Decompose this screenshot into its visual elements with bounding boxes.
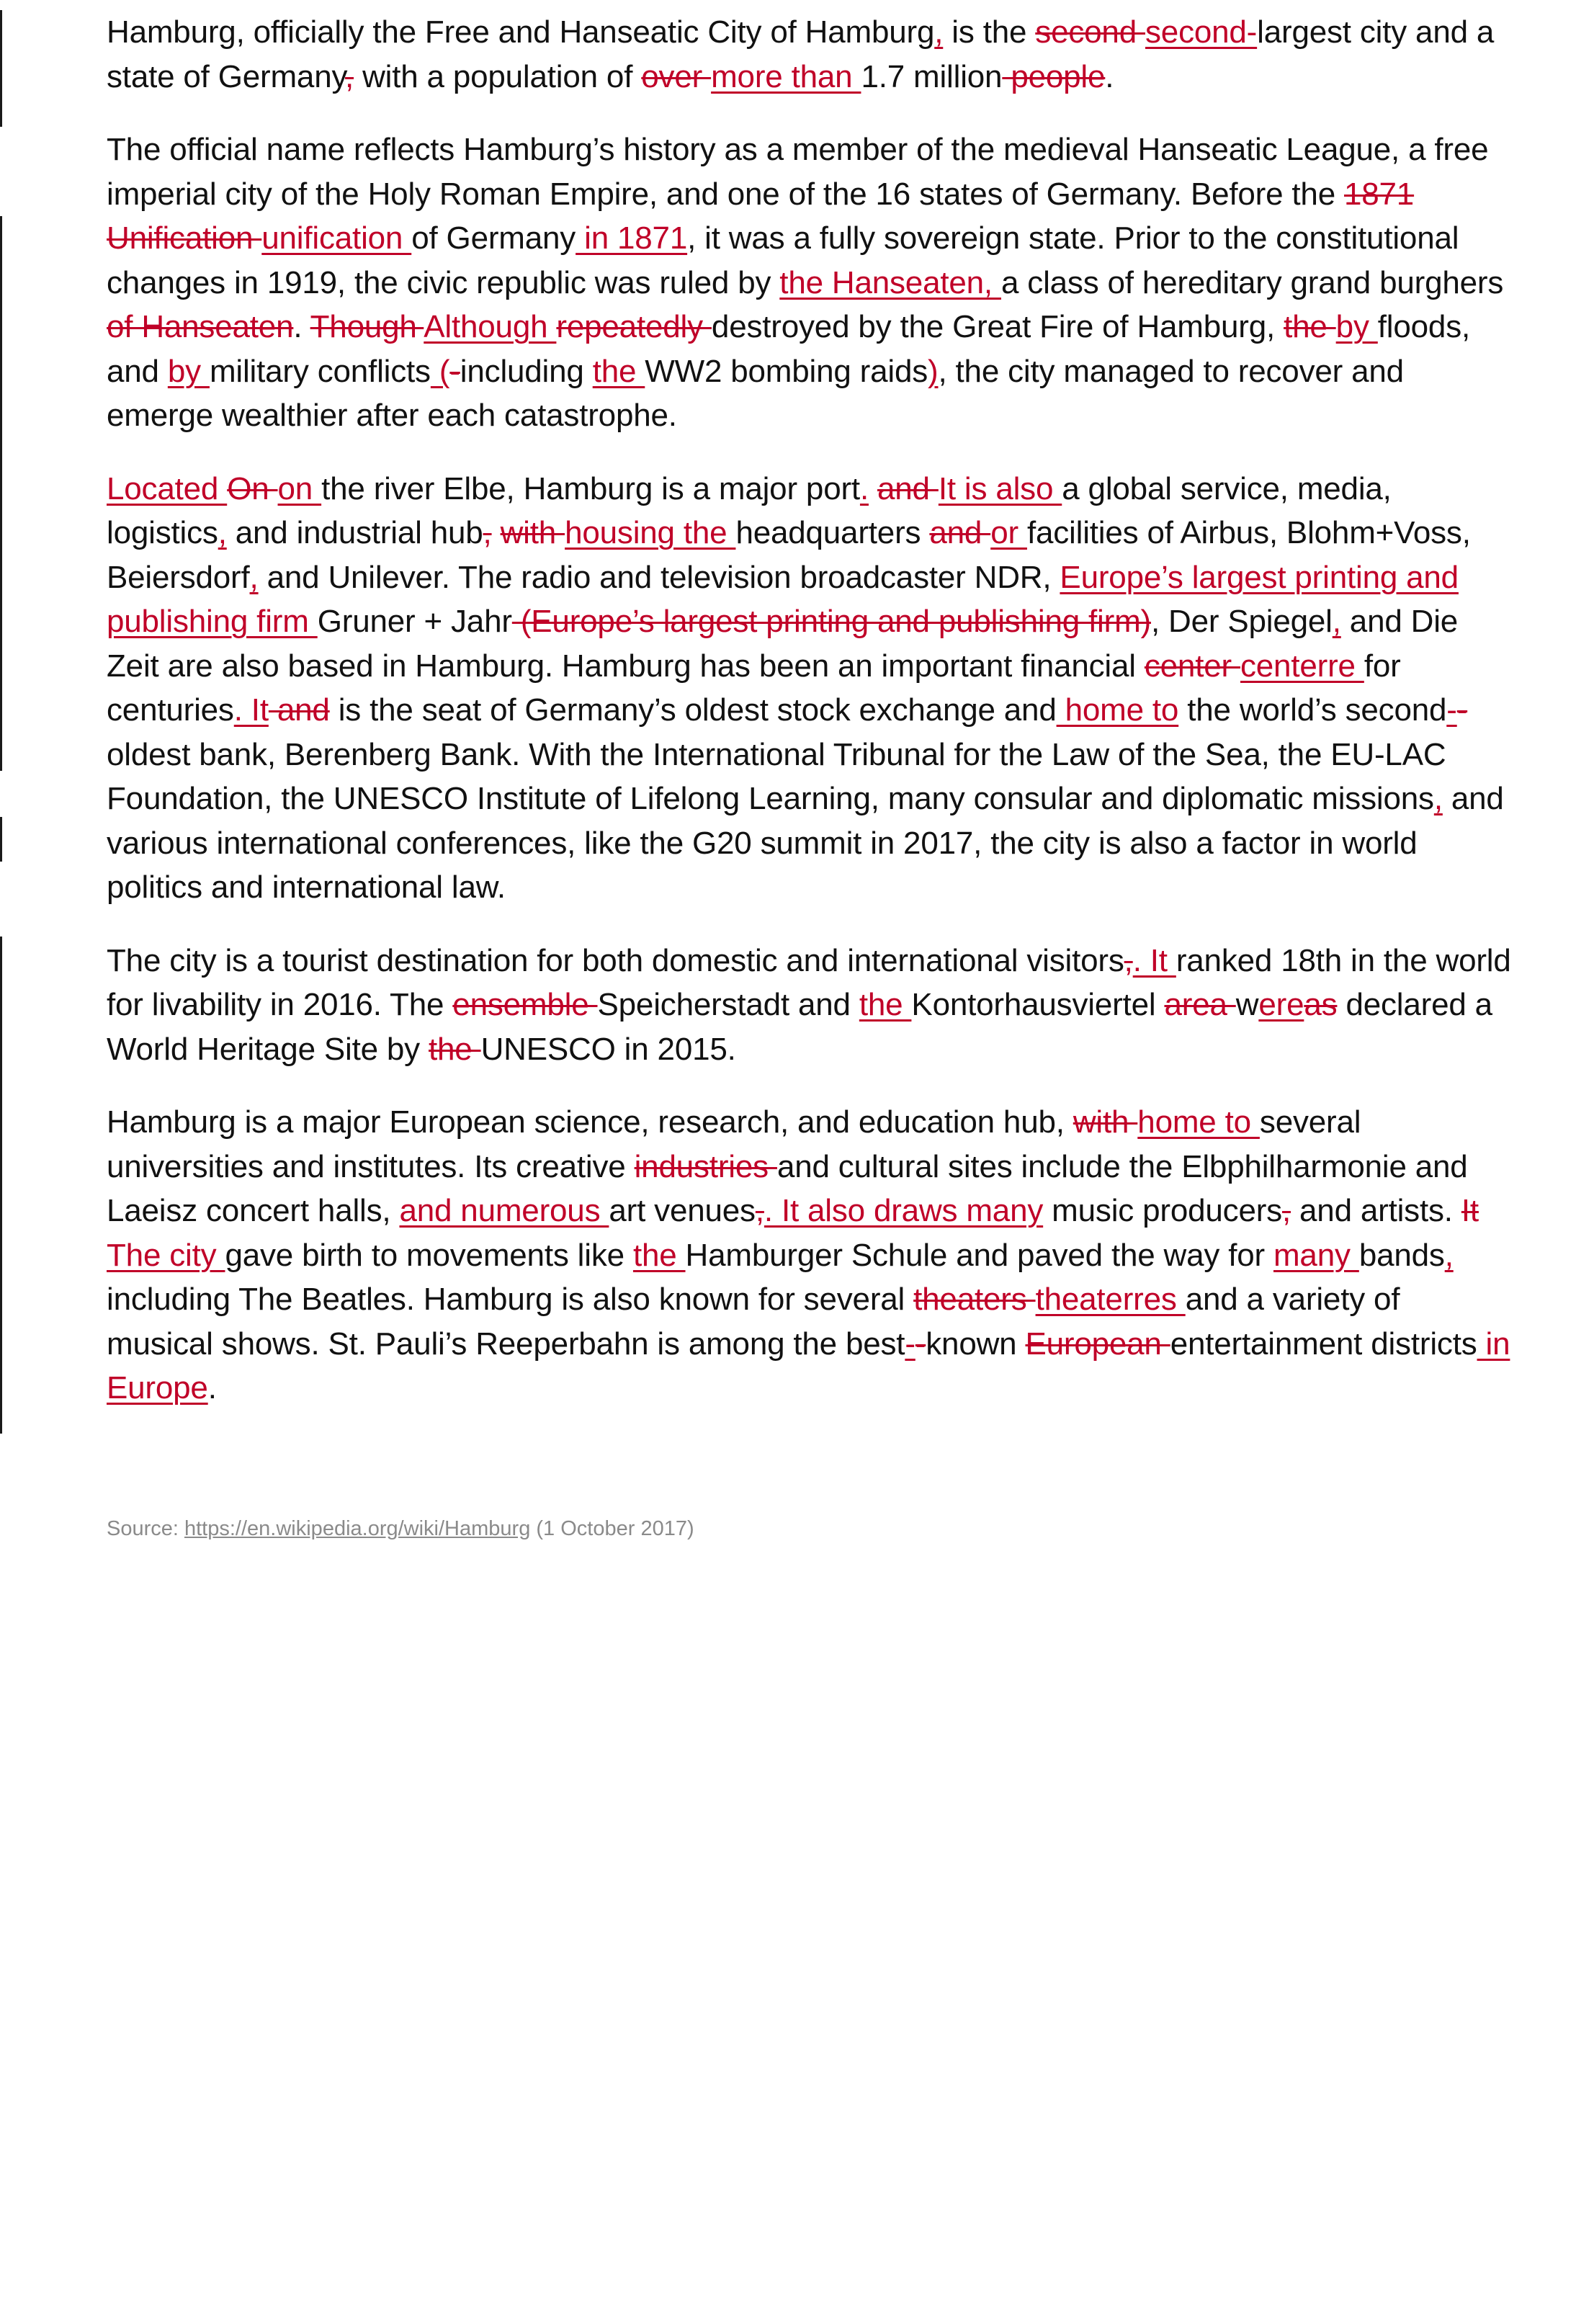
source-label: Source: [107,1517,184,1540]
body-text: the world’s second [1178,692,1447,728]
body-text: music producers [1043,1193,1282,1228]
body-text: destroyed by the Great Fire of Hamburg, [711,309,1284,344]
body-text: and a variety of musical shows. St. Pauli’s Reeperbahn is among the best [107,1282,1400,1362]
inserted-text: many [1273,1237,1359,1273]
inserted-text: It is also [938,470,1062,506]
inserted-text: , [218,515,227,550]
body-text: UNESCO in 2015. [480,1031,736,1067]
deleted-text: second [1035,14,1145,50]
source-date: (1 October 2017) [530,1517,694,1540]
inserted-text: home to [1056,692,1179,728]
deleted-text: - [1456,692,1468,728]
body-text: largest city and a state of Germany [107,14,1495,94]
deleted-text: and [929,515,991,550]
body-text: . [293,309,310,344]
body-text: a class of hereditary grand burghers [1000,264,1504,300]
deleted-text: , [1281,1193,1291,1228]
inserted-text: home to [1137,1104,1260,1140]
inserted-text: . It also draws many [764,1193,1044,1228]
deleted-text: center [1144,648,1240,684]
deleted-text: (Europe’s largest printing and publishing firm) [511,604,1151,639]
inserted-text: the Hanseaten, [779,264,1001,300]
body-text: and various international conferences, like the G20 summit in 2017, the city is also a factor in world politics and international law. [107,781,1504,905]
body-text: the river Elbe, Hamburg is a major port [321,470,860,506]
inserted-text: ( [430,353,450,389]
deleted-text: with [1073,1104,1138,1140]
deleted-text: , [1124,942,1133,978]
body-text: Gruner + Jahr [317,604,512,639]
paragraph-2 [107,128,1511,438]
inserted-text: Although [424,309,557,344]
deleted-text: Though [310,309,424,344]
deleted-text: It [1461,1193,1479,1228]
deleted-text: On [227,470,278,506]
paragraph-1 [107,10,1511,99]
inserted-text: by [167,353,210,389]
inserted-text: , [1332,604,1341,639]
inserted-text: in Europe [107,1326,1510,1405]
body-text: is the [943,14,1036,50]
deleted-text: - [915,1326,926,1362]
change-bar [0,817,2,862]
body-text: a global service, media, logistics [107,470,1392,550]
body-text: w [1235,987,1259,1022]
body-text [869,471,877,506]
body-text [492,515,501,550]
body-text: Hamburg is a major European science, research, and education hub, [107,1104,1073,1140]
body-text: and Unilever. The radio and television broadcaster NDR, [258,559,1060,595]
body-text: military conflicts [209,353,431,389]
source-citation [107,1517,694,1541]
body-text: The city is a tourist destination for both domestic and international visitors [107,942,1124,978]
body-text: and Die Zeit are also based in Hamburg. Hamburg has been an important financial [107,604,1459,684]
body-text: and artists. [1291,1193,1461,1228]
inserted-text: theaterres [1035,1282,1186,1317]
inserted-text: centerre [1240,648,1364,684]
inserted-text: second- [1145,14,1258,50]
inserted-text: ) [928,353,939,389]
body-text: , the city managed to recover and emerge wealthier after each catastrophe. [107,353,1404,433]
inserted-text: . It [233,692,269,728]
inserted-text: , [249,559,259,595]
inserted-text: or [990,515,1027,550]
inserted-text: , [934,14,944,50]
body-text: including The Beatles. Hamburg is also known for several [107,1282,914,1317]
body-text: including [460,353,593,389]
inserted-text: - [1446,692,1457,728]
deleted-text: the [429,1031,481,1067]
change-bar [0,937,2,1434]
body-text: of Germany [411,220,576,256]
body-text: declared a World Heritage Site by [107,987,1492,1067]
body-text: . [1105,58,1114,94]
inserted-text: , [1433,781,1443,816]
body-text: ranked 18th in the world for livability in 2016. The [107,942,1511,1022]
body-text: entertainment districts [1170,1326,1477,1362]
paragraph-5 [107,1100,1511,1411]
body-text: , Der Spiegel [1150,604,1333,639]
deleted-text: theaters [913,1282,1036,1317]
deleted-text: 1871 Unification [107,176,1415,256]
inserted-text: by [1335,309,1378,344]
inserted-text: housing the [565,515,736,550]
deleted-text: over [641,58,712,94]
body-text: art venues [609,1193,756,1228]
deleted-text: people [1002,58,1106,94]
inserted-text: The city [107,1237,225,1273]
deleted-text: and [268,692,330,728]
deleted-text: as [1304,987,1338,1022]
body-text: for centuries [107,648,1401,728]
body-text: 1.7 million [861,58,1003,94]
deleted-text: , [755,1193,764,1228]
body-text: with a population of [354,58,642,94]
inserted-text: the [859,987,912,1022]
paragraph-3 [107,467,1511,910]
deleted-text: area [1164,987,1236,1022]
body-text: headquarters [735,515,930,550]
body-text: Hamburger Schule and paved the way for [685,1237,1273,1273]
inserted-text: and numerous [399,1193,609,1228]
inserted-text: the [592,353,645,389]
body-text: and industrial hub [226,515,483,550]
inserted-text: . [859,470,869,506]
paragraph-4 [107,939,1511,1072]
inserted-text: unification [261,220,412,256]
inserted-text: , [1444,1237,1454,1273]
body-text: , it was a fully sovereign state. Prior to the constitutional changes in 1919, the civic republic was ruled by [107,220,1459,300]
deleted-text: - [449,353,460,389]
deleted-text: industries [634,1148,777,1184]
source-link[interactable]: https://en.wikipedia.org/wiki/Hamburg [184,1517,531,1540]
body-text: gave birth to movements like [225,1237,633,1273]
inserted-text: ere [1258,987,1304,1022]
body-text: Kontorhausviertel [911,987,1165,1022]
deleted-text: repeatedly [556,309,712,344]
body-text: Hamburg, officially the Free and Hanseatic City of Hamburg [107,14,935,50]
deleted-text: the [1284,309,1336,344]
deleted-text: European [1025,1326,1170,1362]
body-text: WW2 bombing raids [645,353,928,389]
body-text: Speicherstadt and [597,987,859,1022]
body-text: bands [1358,1237,1445,1273]
body-text: . [207,1370,217,1405]
body-text: and cultural sites include the Elbphilharmonie and Laeisz concert halls, [107,1148,1468,1228]
body-text: oldest bank, Berenberg Bank. With the International Tribunal for the Law of the Sea, the EU-LAC Foundation, the UNESCO Institute of Lifelong Learning, many consular and diplomatic missions [107,736,1446,816]
body-text: The official name reflects Hamburg’s history as a member of the medieval Hanseatic League, a free imperial city of the Holy Roman Empire, and one of the 16 states of Germany. Before the [107,132,1489,212]
inserted-text: Located [107,470,228,506]
deleted-text: ensemble [452,987,598,1022]
body-text: known [926,1326,1026,1362]
inserted-text: more than [711,58,861,94]
change-bar [0,10,2,127]
inserted-text: Europe’s largest printing and publishing firm [107,559,1459,639]
inserted-text: the [632,1237,686,1273]
body-text: is the seat of Germany’s oldest stock exchange and [329,692,1057,728]
inserted-text: in 1871 [576,220,688,256]
deleted-text: of Hanseaten [107,309,294,344]
inserted-text: on [277,470,322,506]
inserted-text: . It [1132,942,1176,978]
body-text: several universities and institutes. Its creative [107,1104,1361,1184]
deleted-text: and [877,470,939,506]
deleted-text: with [500,515,565,550]
change-bar [0,216,2,771]
deleted-text: , [345,58,354,94]
body-text: facilities of Airbus, Blohm+Voss, Beiersdorf [107,515,1471,595]
body-text: floods, and [107,309,1471,389]
inserted-text: - [905,1326,915,1362]
deleted-text: , [483,515,492,550]
document-body [107,10,1511,1439]
